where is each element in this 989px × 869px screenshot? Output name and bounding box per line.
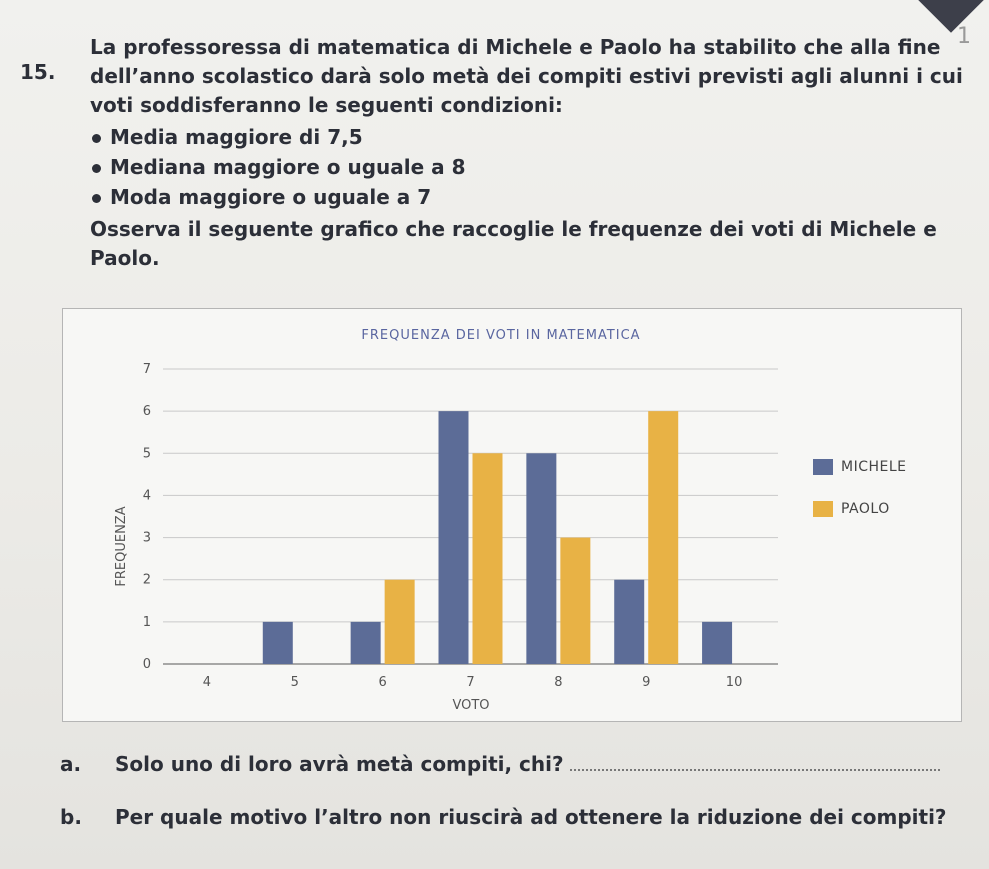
bar-michele-5 [263,622,293,664]
y-tick-label: 3 [142,530,151,546]
y-axis-label: FREQUENZA [114,506,129,587]
condition-mean: Media maggiore di 7,5 [90,125,970,150]
x-tick-label: 9 [642,675,651,690]
bar-michele-8 [526,453,556,664]
question-b [60,805,947,829]
x-tick-label: 5 [290,675,299,690]
question-a-label: a. [60,752,82,776]
question-a [60,752,940,776]
x-tick-label: 7 [466,675,475,690]
problem-intro: La professoressa di matematica di Michele e Paolo ha stabilito che alla fine dell’anno scolastico darà solo metà dei compiti estivi previsti agli alunni i cui voti soddisferanno le seguenti condizioni: [90,35,963,117]
bar-paolo-9 [648,411,678,664]
bar-paolo-7 [473,453,503,664]
x-tick-label: 6 [378,675,387,690]
legend-swatch-michele [813,459,833,475]
y-tick-label: 7 [142,362,151,377]
question-b-text: Per quale motivo l’altro non riuscirà ad ottenere la riduzione dei compiti? [115,805,947,829]
page-number: 1 [957,24,971,49]
y-tick-label: 1 [142,614,151,630]
problem-number: 15. [20,60,56,84]
legend-label-michele: MICHELE [841,459,907,475]
bar-michele-10 [702,622,732,664]
x-tick-label: 8 [554,675,563,690]
condition-mode: Moda maggiore o uguale a 7 [90,185,970,210]
y-tick-label: 0 [142,657,151,672]
problem-text [90,33,970,273]
question-a-text: Solo uno di loro avrà metà compiti, chi? [115,752,564,776]
y-tick-label: 5 [142,446,151,462]
y-tick-label: 4 [142,488,151,504]
bar-michele-6 [351,622,381,664]
legend-swatch-paolo [813,501,833,517]
x-tick-label: 4 [202,675,212,690]
answer-line-a[interactable] [570,755,940,771]
y-tick-label: 2 [142,572,151,588]
bar-paolo-6 [385,580,415,664]
frequency-chart [62,308,962,722]
page-corner-decoration [914,0,988,33]
observe-instruction: Osserva il seguente grafico che raccoglie le frequenze dei voti di Michele e Paolo. [90,217,937,270]
legend-item-paolo [813,501,907,517]
bar-michele-9 [614,580,644,664]
legend-item-michele [813,459,907,475]
conditions-list [90,125,970,210]
y-tick-label: 6 [142,404,151,420]
bar-michele-7 [439,411,469,664]
bar-paolo-8 [560,538,590,664]
x-axis-label: VOTO [452,698,490,713]
chart-title: FREQUENZA DEI VOTI IN MATEMATICA [361,328,641,343]
question-b-label: b. [60,805,82,829]
legend-label-paolo: PAOLO [841,501,890,517]
condition-median: Mediana maggiore o uguale a 8 [90,155,970,180]
chart-legend [813,459,907,543]
x-tick-label: 10 [725,675,743,690]
